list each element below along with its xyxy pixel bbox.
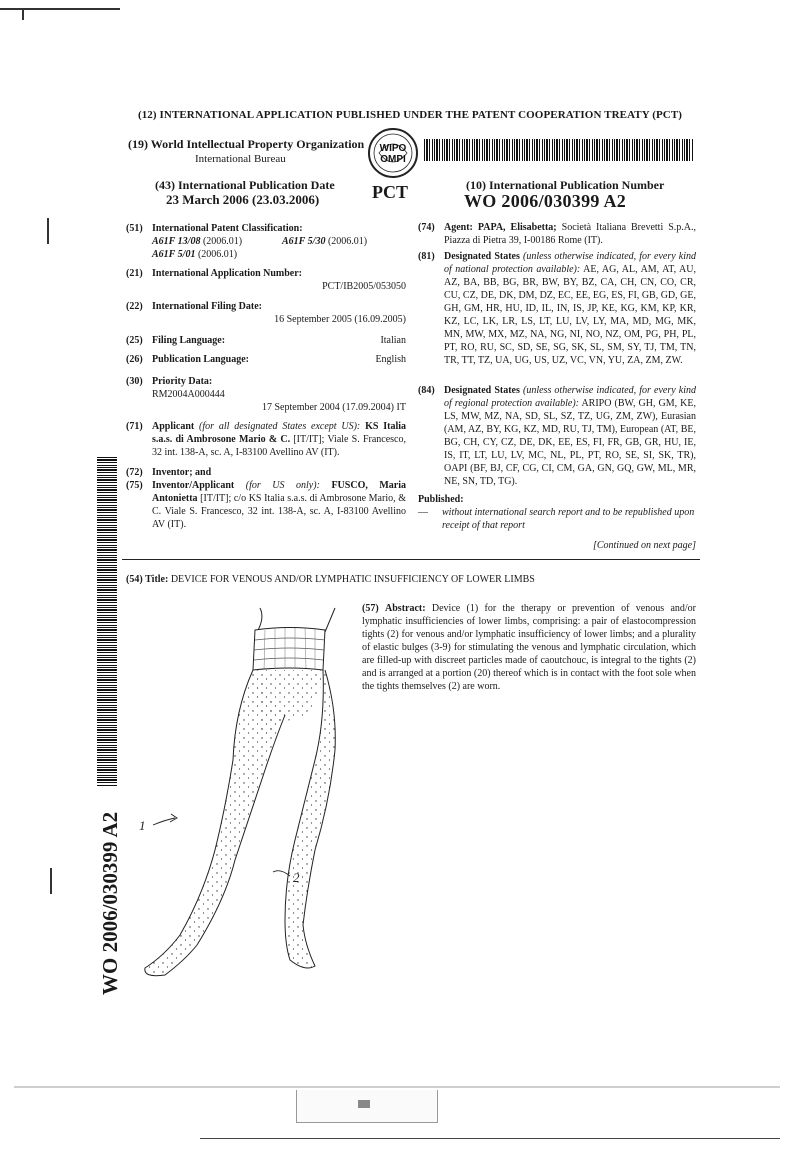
field-26-num: (26) (126, 354, 143, 365)
org-bureau: International Bureau (195, 153, 286, 165)
figure-label-1: 1 (139, 818, 146, 833)
scan-bottom-line (200, 1138, 780, 1139)
field-51-num: (51) (126, 223, 143, 234)
field-72 (126, 466, 406, 479)
field-22 (126, 300, 406, 326)
regional-states-list: ARIPO (BW, GH, GM, KE, LS, MW, MZ, NA, SD, SL, SZ, TZ, UG, ZM, ZW), Eurasian (AM, AZ, BY, KG, KZ, MD, RU, TJ, TM), European (AT, BE, BG, CH, CY, CZ, DE, DK, EE, ES, FI, FR, GB, GR, HU, IE, IS, IT, LT, LU, LV, MC, NL, PL, PT, RO, SE, SI, SK, TR), OAPI (BF, BJ, CF, CG, CI, CM, GA, GN, GQ, GW, ML, MR, NE, SN, TD, TG). (444, 398, 696, 487)
filing-date: 16 September 2005 (16.09.2005) (274, 314, 406, 325)
inventor-name: FUSCO, Maria Antonietta (152, 480, 407, 504)
field-74-label: Agent: (444, 222, 473, 233)
ipc-class-1: A61F 13/08 (152, 236, 201, 247)
ipc-class-2: A61F 5/30 (282, 236, 326, 247)
agent-address: Società Italiana Brevetti S.p.A., Piazza di Pietra 39, I-00186 Rome (IT). (444, 222, 696, 246)
tights-figure (125, 600, 355, 980)
field-25-num: (25) (126, 335, 143, 346)
logo-text-top: WIPO (379, 143, 407, 154)
ipc-class-2-year: (2006.01) (327, 236, 368, 247)
pub-number-label: (10) International Publication Number (466, 178, 665, 192)
field-72-label: Inventor; and (152, 467, 212, 478)
wipo-logo (367, 127, 419, 179)
figure-label-2: 2 (293, 870, 300, 885)
field-26-label: Publication Language: (152, 354, 249, 365)
field-75-num: (75) (126, 480, 143, 491)
field-81-qualifier: (unless otherwise indicated, for every kind of national protection available): (444, 251, 696, 275)
national-states-list: AE, AG, AL, AM, AT, AU, AZ, BA, BB, BG, BR, BW, BY, BZ, CA, CH, CN, CO, CR, CU, CZ, DE, DK, DM, DZ, EC, EE, EG, ES, FI, GB, GD, GE, GH, GM, HR, HU, ID, IL, IN, IS, JP, KE, KG, KM, KP, KR, KZ, LC, LK, LR, LS, LT, LU, LV, LY, MA, MD, MG, MK, MN, MW, MX, MZ, NA, NG, NI, NO, NZ, OM, PG, PH, PL, PT, RO, RU, SC, SD, SE, SG, SK, SL, SM, SY, TJ, TM, TN, TR, TT, TZ, UA, UG, US, UZ, VC, VN, YU, ZA, ZM, ZW. (444, 264, 696, 366)
side-publication-number: WO 2006/030399 A2 (98, 811, 122, 995)
field-84-qualifier: (unless otherwise indicated, for every kind of regional protection available): (444, 385, 696, 409)
field-25 (126, 334, 406, 347)
field-71-label: Applicant (152, 421, 195, 432)
applicant-address: [IT/IT]; Viale S. Francesco, 32 int. 138-A, sc. A, I-83100 Avellino AV (IT). (152, 434, 406, 458)
priority-number: RM2004A000444 (152, 389, 225, 400)
title-num: (54) (126, 574, 143, 585)
scan-edge-top (0, 8, 120, 10)
abstract-label: Abstract: (385, 603, 426, 614)
published-dash: — (418, 507, 428, 518)
side-barcode (97, 457, 117, 787)
published-note: without international search report and to be republished upon receipt of that report (442, 507, 695, 531)
inventor-address: [IT/IT]; c/o KS Italia s.a.s. di Ambrosone Mario, & C. Viale S. Francesco, 32 int. 138-A, sc. A, I-83100 Avellino AV (IT). (152, 493, 406, 530)
abstract-text: Device (1) for the therapy or prevention of venous and/or lymphatic insufficiencies of lower limbs, comprising: a pair of elastocompression tights (2) for venous and/or lymphatic insufficiency of lower limbs; and a plurality of elastic bulges (3-9) for stimulating the venous and lymphatic circulation, which are filled-up with discreet particles made of caoutchouc, is integral to the tights (2) and is arranged at a portion (20) thereof which is in contact with the foot sole when the tights themselves (2) are worn. (362, 603, 697, 692)
field-81-num: (81) (418, 251, 435, 262)
ipc-class-1-year: (2006.01) (202, 236, 243, 247)
field-81 (418, 250, 696, 367)
invention-title (126, 573, 696, 586)
field-21 (126, 267, 406, 293)
header-barcode (424, 139, 694, 161)
org-name: (19) World Intellectual Property Organization (128, 137, 365, 151)
field-81-label: Designated States (444, 251, 520, 262)
field-84-num: (84) (418, 385, 435, 396)
ipc-class-3-year: (2006.01) (197, 249, 238, 260)
field-71-qualifier: (for all designated States except US): (199, 421, 361, 432)
continued-note: [Continued on next page] (592, 540, 696, 551)
field-22-num: (22) (126, 301, 143, 312)
logo-text-bottom: OMPI (380, 154, 406, 165)
published-label: Published: (418, 494, 464, 505)
field-51-label: International Patent Classification: (152, 223, 303, 234)
title-value: DEVICE FOR VENOUS AND/OR LYMPHATIC INSUFFICIENCY OF LOWER LIMBS (170, 574, 535, 585)
field-21-label: International Application Number: (152, 268, 303, 279)
field-74-num: (74) (418, 222, 435, 233)
field-71 (126, 420, 406, 459)
field-74 (418, 221, 696, 247)
application-number: PCT/IB2005/053050 (322, 281, 406, 292)
field-30 (126, 375, 406, 414)
pct-label: PCT (372, 182, 408, 202)
priority-date: 17 September 2004 (17.09.2004) (262, 402, 394, 413)
publication-language: English (375, 354, 406, 365)
title-label: Title: (145, 574, 169, 585)
field-25-label: Filing Language: (152, 335, 226, 346)
section-divider (122, 559, 700, 560)
abstract (362, 602, 696, 693)
scan-edge-corner (22, 8, 24, 20)
field-21-num: (21) (126, 268, 143, 279)
applicant-name: KS Italia s.a.s. di Ambrosone Mario & C. (152, 421, 407, 445)
field-51 (126, 222, 406, 261)
scan-bottom-tab-mark (358, 1100, 370, 1108)
field-26 (126, 353, 406, 366)
ipc-class-3: A61F 5/01 (152, 249, 196, 260)
field-71-num: (71) (126, 421, 143, 432)
scan-edge-mark-2 (50, 868, 52, 894)
field-22-label: International Filing Date: (152, 301, 262, 312)
wipo-logo-icon (367, 127, 419, 179)
priority-country: IT (396, 402, 406, 413)
tights-drawing (125, 600, 355, 980)
field-75-label: Inventor/Applicant (152, 480, 235, 491)
pub-number-value: WO 2006/030399 A2 (464, 191, 627, 211)
abstract-num: (57) (362, 603, 379, 614)
treaty-header: (12) INTERNATIONAL APPLICATION PUBLISHED UNDER THE PATENT COOPERATION TREATY (PCT) (137, 109, 683, 121)
field-84 (418, 384, 696, 488)
pub-date-value: 23 March 2006 (23.03.2006) (166, 192, 320, 207)
filing-language: Italian (380, 335, 406, 346)
field-30-num: (30) (126, 376, 143, 387)
agent-name: PAPA, Elisabetta; (477, 222, 557, 233)
field-72-num: (72) (126, 467, 143, 478)
pub-date-label: (43) International Publication Date (155, 178, 335, 192)
field-75 (126, 479, 406, 531)
field-75-qualifier: (for US only): (245, 480, 320, 491)
page-bottom-border (14, 1086, 780, 1088)
field-84-label: Designated States (444, 385, 520, 396)
field-30-label: Priority Data: (152, 376, 213, 387)
scan-edge-mark-1 (47, 218, 49, 244)
